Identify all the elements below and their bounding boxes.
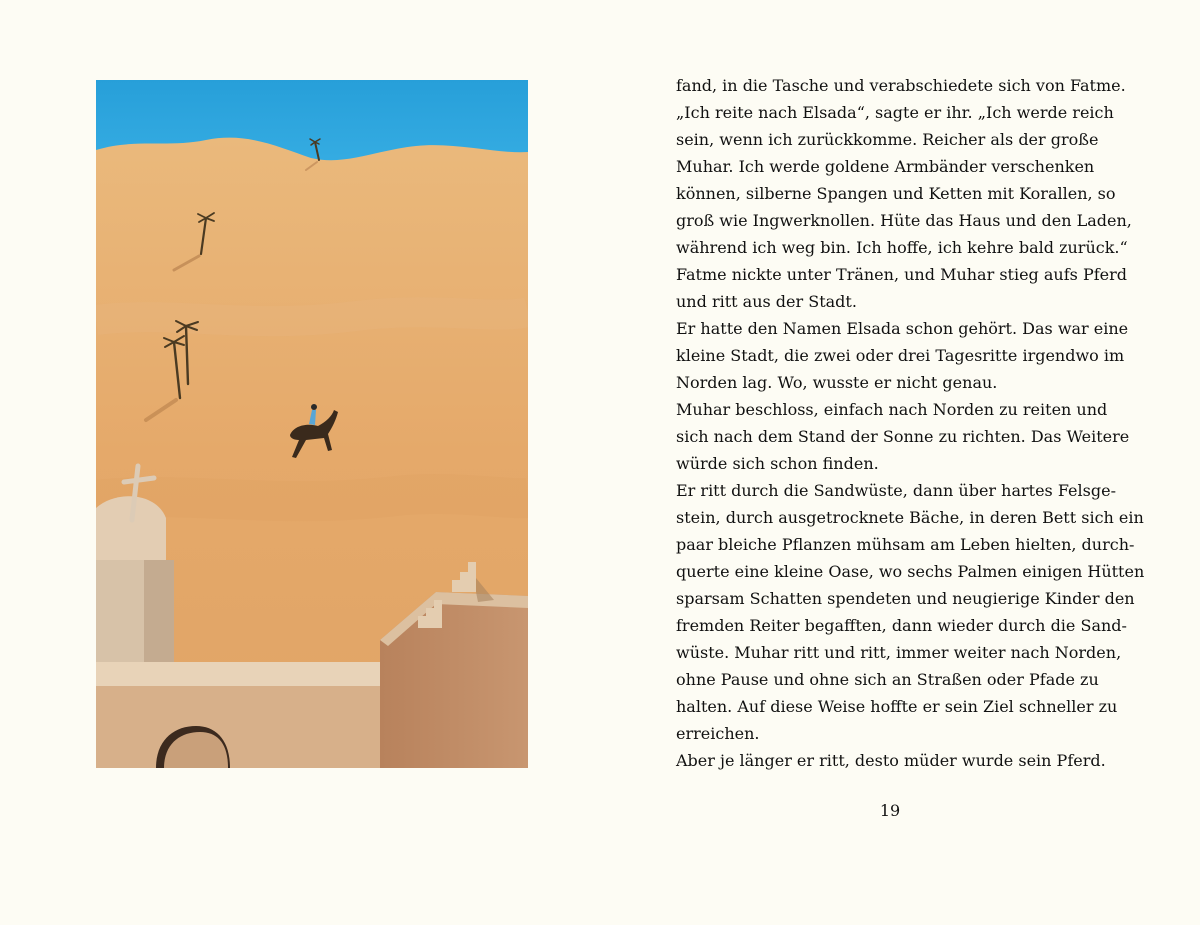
text-line: halten. Auf diese Weise hoffte er sein Ziel schneller zu [676, 697, 1118, 716]
text-line: sein, wenn ich zurückkomme. Reicher als der große [676, 130, 1099, 149]
text-line: Muhar. Ich werde goldene Armbänder verschenken [676, 157, 1095, 176]
desert-illustration-svg [96, 80, 528, 768]
text-line: ohne Pause und ohne sich an Straßen oder Pfade zu [676, 670, 1099, 689]
text-line: würde sich schon finden. [676, 454, 879, 473]
page-number: 19 [879, 801, 901, 820]
text-line: während ich weg bin. Ich hoffe, ich kehre bald zurück.“ [676, 238, 1128, 257]
text-line: stein, durch ausgetrocknete Bäche, in deren Bett sich ein [676, 508, 1144, 527]
text-line: fand, in die Tasche und verabschiedete sich von Fatme. [676, 76, 1126, 95]
text-line: „Ich reite nach Elsada“, sagte er ihr. „Ich werde reich [676, 103, 1114, 122]
text-line: kleine Stadt, die zwei oder drei Tagesritte irgendwo im [676, 346, 1125, 365]
story-text [676, 72, 1145, 774]
text-line: sich nach dem Stand der Sonne zu richten. Das Weitere [676, 427, 1130, 446]
text-line: wüste. Muhar ritt und ritt, immer weiter nach Norden, [676, 643, 1122, 662]
text-line: Norden lag. Wo, wusste er nicht genau. [676, 373, 998, 392]
text-line: sparsam Schatten spendeten und neugierige Kinder den [676, 589, 1135, 608]
text-line: querte eine kleine Oase, wo sechs Palmen einigen Hütten [676, 562, 1145, 581]
text-line: erreichen. [676, 724, 760, 743]
text-line: paar bleiche Pflanzen mühsam am Leben hielten, durch- [676, 535, 1135, 554]
text-line: Aber je länger er ritt, desto müder wurde sein Pferd. [676, 751, 1106, 770]
front-wall [96, 686, 396, 768]
desert-illustration [96, 80, 528, 768]
text-line: Er ritt durch die Sandwüste, dann über hartes Felsge- [676, 481, 1116, 500]
text-line: Muhar beschloss, einfach nach Norden zu reiten und [676, 400, 1108, 419]
text-line: fremden Reiter begafften, dann wieder durch die Sand- [676, 616, 1127, 635]
text-line: Er hatte den Namen Elsada schon gehört. Das war eine [676, 319, 1129, 338]
text-line: können, silberne Spangen und Ketten mit Korallen, so [676, 184, 1116, 203]
text-line: und ritt aus der Stadt. [676, 292, 857, 311]
text-line: groß wie Ingwerknollen. Hüte das Haus und den Laden, [676, 211, 1132, 230]
front-wall-top [96, 662, 396, 690]
text-line: Fatme nickte unter Tränen, und Muhar stieg aufs Pferd [676, 265, 1127, 284]
